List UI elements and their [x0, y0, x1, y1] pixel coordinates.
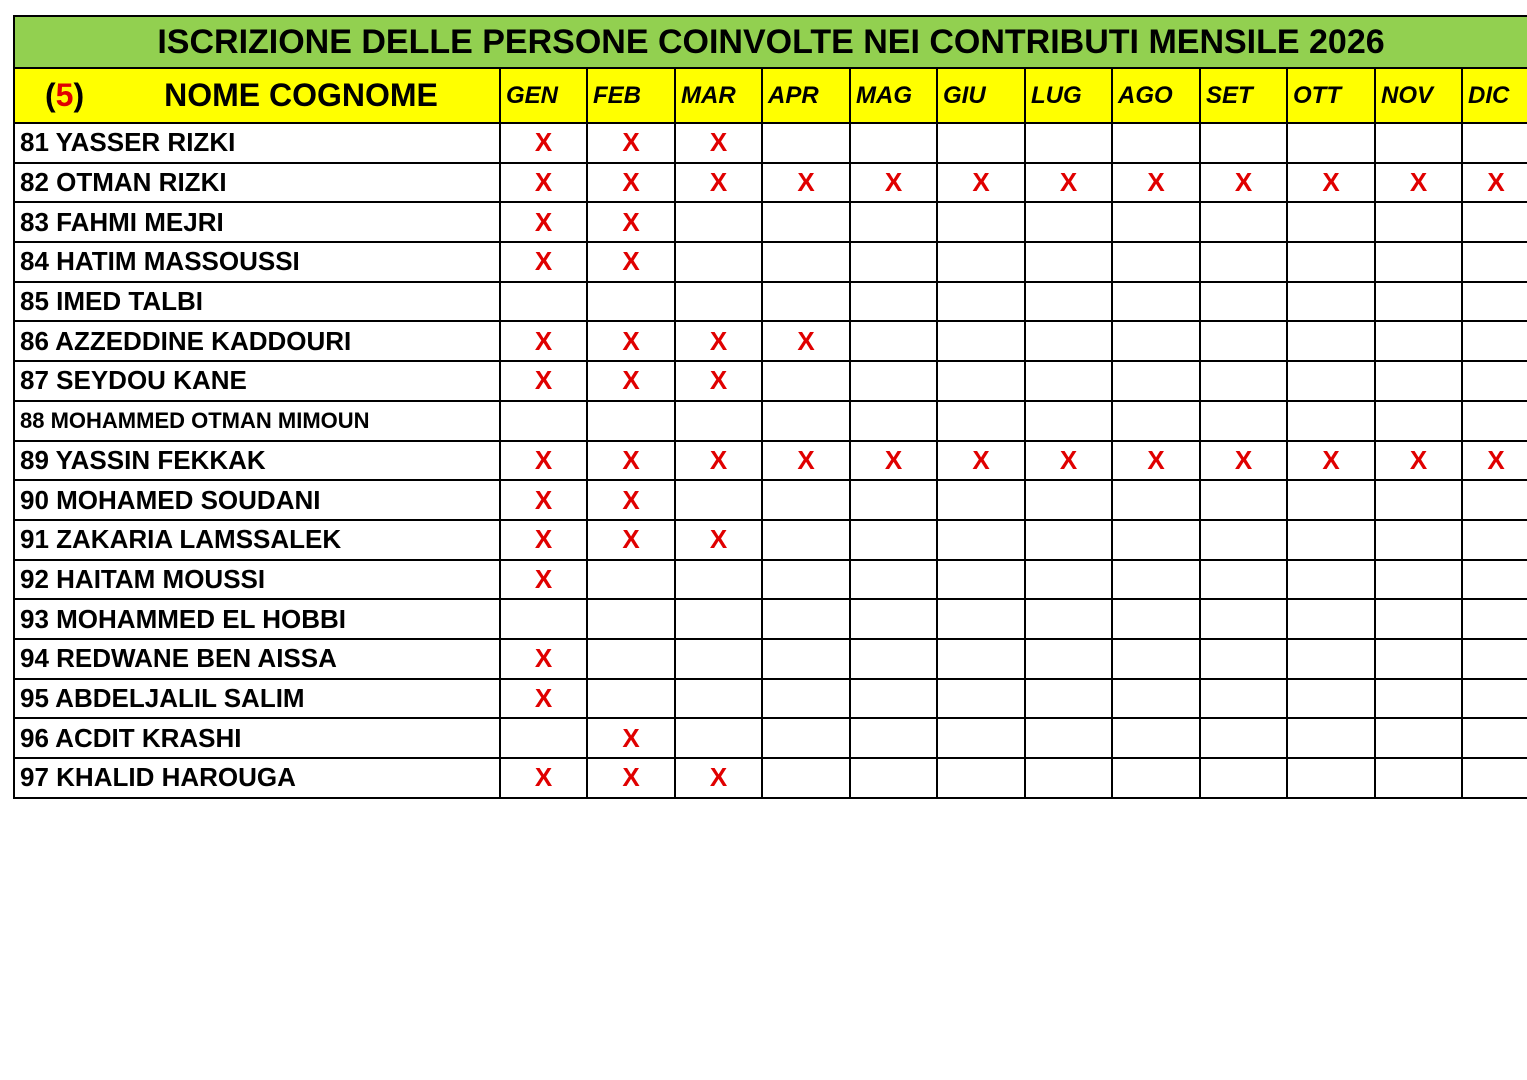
month-cell-ago [1112, 242, 1200, 282]
month-cell-feb: X [587, 202, 675, 242]
month-cell-dic [1462, 361, 1527, 401]
month-cell-ott [1287, 480, 1375, 520]
month-cell-giu [937, 361, 1025, 401]
month-cell-set [1200, 123, 1287, 163]
month-cell-lug [1025, 480, 1112, 520]
month-cell-ago [1112, 758, 1200, 798]
person-name: 81 YASSER RIZKI [15, 123, 500, 163]
month-cell-nov [1375, 321, 1462, 361]
month-cell-gen: X [500, 679, 587, 719]
month-cell-mag [850, 560, 937, 600]
month-cell-dic [1462, 321, 1527, 361]
table-row [15, 282, 1527, 322]
month-cell-lug [1025, 361, 1112, 401]
month-cell-mag [850, 599, 937, 639]
month-cell-mag [850, 480, 937, 520]
month-cell-apr [762, 639, 850, 679]
month-cell-feb [587, 560, 675, 600]
month-cell-lug: X [1025, 441, 1112, 481]
month-cell-mar: X [675, 361, 762, 401]
month-cell-lug [1025, 758, 1112, 798]
month-cell-gen: X [500, 202, 587, 242]
month-cell-set [1200, 242, 1287, 282]
person-name: 96 ACDIT KRASHI [15, 718, 500, 758]
month-cell-apr: X [762, 321, 850, 361]
month-cell-ott [1287, 639, 1375, 679]
month-cell-feb [587, 282, 675, 322]
month-cell-dic [1462, 520, 1527, 560]
month-cell-ott [1287, 599, 1375, 639]
month-cell-nov [1375, 560, 1462, 600]
month-cell-lug [1025, 560, 1112, 600]
month-cell-nov [1375, 718, 1462, 758]
month-cell-lug [1025, 401, 1112, 441]
month-cell-giu [937, 282, 1025, 322]
month-cell-ago: X [1112, 163, 1200, 203]
month-cell-mar [675, 202, 762, 242]
month-cell-lug [1025, 718, 1112, 758]
month-cell-mag [850, 361, 937, 401]
month-cell-giu [937, 401, 1025, 441]
month-cell-mag [850, 718, 937, 758]
month-cell-ott [1287, 401, 1375, 441]
month-cell-ott [1287, 282, 1375, 322]
month-cell-apr [762, 242, 850, 282]
month-cell-apr: X [762, 441, 850, 481]
month-cell-nov [1375, 758, 1462, 798]
month-cell-ago [1112, 361, 1200, 401]
person-name: 95 ABDELJALIL SALIM [15, 679, 500, 719]
month-cell-feb: X [587, 520, 675, 560]
month-cell-ott [1287, 123, 1375, 163]
person-name: 97 KHALID HAROUGA [15, 758, 500, 798]
month-cell-mar: X [675, 758, 762, 798]
month-cell-gen [500, 718, 587, 758]
month-cell-ott [1287, 679, 1375, 719]
month-cell-nov [1375, 202, 1462, 242]
month-cell-ago [1112, 282, 1200, 322]
table-row [15, 639, 1527, 679]
month-cell-dic [1462, 480, 1527, 520]
month-header-ago: AGO [1112, 69, 1200, 123]
person-name: 90 MOHAMED SOUDANI [15, 480, 500, 520]
month-cell-ago [1112, 123, 1200, 163]
month-cell-feb: X [587, 123, 675, 163]
month-cell-gen: X [500, 361, 587, 401]
month-cell-gen: X [500, 758, 587, 798]
month-header-dic: DIC [1462, 69, 1527, 123]
month-header-mar: MAR [675, 69, 762, 123]
month-cell-giu [937, 639, 1025, 679]
month-cell-apr [762, 361, 850, 401]
month-cell-feb [587, 639, 675, 679]
table-row [15, 718, 1527, 758]
month-header-nov: NOV [1375, 69, 1462, 123]
month-cell-mar [675, 560, 762, 600]
month-cell-ott [1287, 361, 1375, 401]
person-name: 85 IMED TALBI [15, 282, 500, 322]
month-cell-mag [850, 123, 937, 163]
month-cell-ago [1112, 480, 1200, 520]
month-header-ott: OTT [1287, 69, 1375, 123]
month-cell-mar [675, 639, 762, 679]
month-cell-set [1200, 202, 1287, 242]
month-cell-giu [937, 520, 1025, 560]
month-cell-gen: X [500, 123, 587, 163]
table-row [15, 401, 1527, 441]
name-column-label: NOME COGNOME [164, 77, 438, 113]
month-cell-feb: X [587, 441, 675, 481]
person-name: 83 FAHMI MEJRI [15, 202, 500, 242]
month-cell-lug [1025, 242, 1112, 282]
table-body [15, 123, 1527, 798]
month-cell-nov: X [1375, 441, 1462, 481]
month-cell-set [1200, 560, 1287, 600]
month-cell-lug [1025, 321, 1112, 361]
month-cell-mag: X [850, 441, 937, 481]
table-row [15, 361, 1527, 401]
person-name: 86 AZZEDDINE KADDOURI [15, 321, 500, 361]
month-cell-gen: X [500, 639, 587, 679]
person-name: 91 ZAKARIA LAMSSALEK [15, 520, 500, 560]
month-cell-mar: X [675, 520, 762, 560]
table-row [15, 242, 1527, 282]
month-cell-nov [1375, 242, 1462, 282]
month-cell-nov [1375, 480, 1462, 520]
month-cell-set: X [1200, 441, 1287, 481]
person-name: 82 OTMAN RIZKI [15, 163, 500, 203]
person-name: 92 HAITAM MOUSSI [15, 560, 500, 600]
month-cell-set [1200, 758, 1287, 798]
table-row [15, 599, 1527, 639]
month-header-feb: FEB [587, 69, 675, 123]
month-cell-apr [762, 758, 850, 798]
month-cell-dic [1462, 123, 1527, 163]
month-cell-mag [850, 520, 937, 560]
month-cell-set [1200, 361, 1287, 401]
month-cell-gen: X [500, 520, 587, 560]
month-cell-gen: X [500, 242, 587, 282]
month-cell-mag [850, 401, 937, 441]
month-cell-nov [1375, 639, 1462, 679]
month-cell-nov [1375, 361, 1462, 401]
month-cell-gen [500, 282, 587, 322]
month-cell-gen: X [500, 480, 587, 520]
month-cell-ago [1112, 202, 1200, 242]
month-cell-set [1200, 718, 1287, 758]
month-cell-mar [675, 679, 762, 719]
month-cell-dic: X [1462, 441, 1527, 481]
month-cell-lug [1025, 679, 1112, 719]
month-header-set: SET [1200, 69, 1287, 123]
month-cell-apr [762, 401, 850, 441]
month-cell-feb: X [587, 361, 675, 401]
count-open-paren: ( [45, 77, 56, 113]
month-header-gen: GEN [500, 69, 587, 123]
month-cell-mag [850, 202, 937, 242]
month-cell-gen: X [500, 163, 587, 203]
month-header-apr: APR [762, 69, 850, 123]
month-cell-lug: X [1025, 163, 1112, 203]
person-name: 94 REDWANE BEN AISSA [15, 639, 500, 679]
month-cell-ago [1112, 520, 1200, 560]
month-header-giu: GIU [937, 69, 1025, 123]
month-cell-ago [1112, 599, 1200, 639]
month-cell-giu [937, 480, 1025, 520]
month-cell-ago [1112, 401, 1200, 441]
month-cell-nov [1375, 401, 1462, 441]
person-name: 87 SEYDOU KANE [15, 361, 500, 401]
table-row [15, 321, 1527, 361]
month-cell-apr: X [762, 163, 850, 203]
month-cell-ago [1112, 718, 1200, 758]
month-cell-dic [1462, 679, 1527, 719]
month-cell-set: X [1200, 163, 1287, 203]
person-name: 84 HATIM MASSOUSSI [15, 242, 500, 282]
month-cell-mar: X [675, 321, 762, 361]
month-cell-ago [1112, 560, 1200, 600]
month-cell-mag [850, 758, 937, 798]
month-cell-mar [675, 242, 762, 282]
table-row [15, 123, 1527, 163]
person-name: 88 MOHAMMED OTMAN MIMOUN [15, 401, 500, 441]
month-cell-set [1200, 321, 1287, 361]
month-cell-dic [1462, 639, 1527, 679]
month-cell-apr [762, 718, 850, 758]
table-row [15, 758, 1527, 798]
month-cell-feb [587, 401, 675, 441]
sheet-title: ISCRIZIONE DELLE PERSONE COINVOLTE NEI CONTRIBUTI MENSILE 2026 [15, 17, 1527, 69]
month-cell-dic [1462, 242, 1527, 282]
month-cell-dic [1462, 560, 1527, 600]
month-cell-ago: X [1112, 441, 1200, 481]
month-header-lug: LUG [1025, 69, 1112, 123]
month-cell-mar [675, 282, 762, 322]
table-row [15, 480, 1527, 520]
table-row [15, 441, 1527, 481]
count-close-paren: ) [73, 77, 85, 113]
month-cell-gen: X [500, 560, 587, 600]
month-cell-ott [1287, 242, 1375, 282]
month-cell-gen: X [500, 441, 587, 481]
month-cell-nov [1375, 520, 1462, 560]
month-cell-mar [675, 599, 762, 639]
month-cell-dic [1462, 758, 1527, 798]
month-cell-mag [850, 679, 937, 719]
month-cell-giu [937, 679, 1025, 719]
month-cell-apr [762, 560, 850, 600]
month-cell-giu [937, 123, 1025, 163]
month-cell-feb [587, 679, 675, 719]
month-cell-feb: X [587, 321, 675, 361]
month-cell-giu [937, 560, 1025, 600]
header-row [15, 69, 1527, 123]
month-cell-dic [1462, 202, 1527, 242]
month-cell-apr [762, 480, 850, 520]
month-cell-gen [500, 599, 587, 639]
month-cell-giu [937, 758, 1025, 798]
contributions-sheet [13, 15, 1527, 799]
month-cell-lug [1025, 599, 1112, 639]
month-cell-dic: X [1462, 163, 1527, 203]
table-row [15, 560, 1527, 600]
month-cell-ott [1287, 718, 1375, 758]
month-cell-dic [1462, 282, 1527, 322]
month-cell-giu [937, 321, 1025, 361]
month-cell-apr [762, 282, 850, 322]
month-cell-apr [762, 202, 850, 242]
month-cell-mag [850, 282, 937, 322]
month-cell-mar [675, 718, 762, 758]
person-name: 93 MOHAMMED EL HOBBI [15, 599, 500, 639]
month-cell-set [1200, 282, 1287, 322]
month-cell-giu: X [937, 163, 1025, 203]
month-cell-giu [937, 242, 1025, 282]
name-column-header [15, 69, 500, 123]
contributions-table [15, 69, 1527, 799]
table-row [15, 520, 1527, 560]
month-cell-mar [675, 401, 762, 441]
month-cell-ago [1112, 639, 1200, 679]
month-cell-ott [1287, 520, 1375, 560]
month-cell-lug [1025, 282, 1112, 322]
month-cell-set [1200, 520, 1287, 560]
month-cell-feb: X [587, 718, 675, 758]
month-cell-set [1200, 401, 1287, 441]
month-cell-apr [762, 599, 850, 639]
month-cell-mag [850, 639, 937, 679]
month-cell-lug [1025, 202, 1112, 242]
table-row [15, 163, 1527, 203]
month-cell-mar: X [675, 163, 762, 203]
month-cell-gen: X [500, 321, 587, 361]
month-cell-ott [1287, 758, 1375, 798]
month-cell-mar: X [675, 123, 762, 163]
month-cell-dic [1462, 401, 1527, 441]
month-cell-apr [762, 679, 850, 719]
month-cell-ago [1112, 321, 1200, 361]
month-cell-lug [1025, 520, 1112, 560]
month-header-mag: MAG [850, 69, 937, 123]
month-cell-feb: X [587, 758, 675, 798]
month-cell-set [1200, 599, 1287, 639]
month-cell-apr [762, 520, 850, 560]
table-row [15, 202, 1527, 242]
month-cell-lug [1025, 123, 1112, 163]
month-cell-set [1200, 639, 1287, 679]
person-name: 89 YASSIN FEKKAK [15, 441, 500, 481]
month-cell-mag [850, 242, 937, 282]
month-cell-ott [1287, 202, 1375, 242]
month-cell-ott: X [1287, 441, 1375, 481]
month-cell-nov [1375, 123, 1462, 163]
month-cell-mar [675, 480, 762, 520]
month-cell-set [1200, 480, 1287, 520]
month-cell-dic [1462, 718, 1527, 758]
month-cell-lug [1025, 639, 1112, 679]
month-cell-nov [1375, 282, 1462, 322]
month-cell-ago [1112, 679, 1200, 719]
month-cell-ott: X [1287, 163, 1375, 203]
participant-count: 5 [55, 77, 74, 113]
month-cell-mag: X [850, 163, 937, 203]
month-cell-dic [1462, 599, 1527, 639]
month-cell-feb: X [587, 480, 675, 520]
month-cell-giu [937, 202, 1025, 242]
month-cell-mag [850, 321, 937, 361]
month-cell-ott [1287, 560, 1375, 600]
month-cell-giu [937, 718, 1025, 758]
month-cell-giu: X [937, 441, 1025, 481]
month-cell-nov: X [1375, 163, 1462, 203]
month-cell-feb [587, 599, 675, 639]
month-cell-feb: X [587, 242, 675, 282]
month-cell-nov [1375, 679, 1462, 719]
month-cell-mar: X [675, 441, 762, 481]
month-cell-apr [762, 123, 850, 163]
month-cell-feb: X [587, 163, 675, 203]
month-cell-giu [937, 599, 1025, 639]
month-cell-nov [1375, 599, 1462, 639]
month-cell-ott [1287, 321, 1375, 361]
table-row [15, 679, 1527, 719]
month-cell-set [1200, 679, 1287, 719]
month-cell-gen [500, 401, 587, 441]
